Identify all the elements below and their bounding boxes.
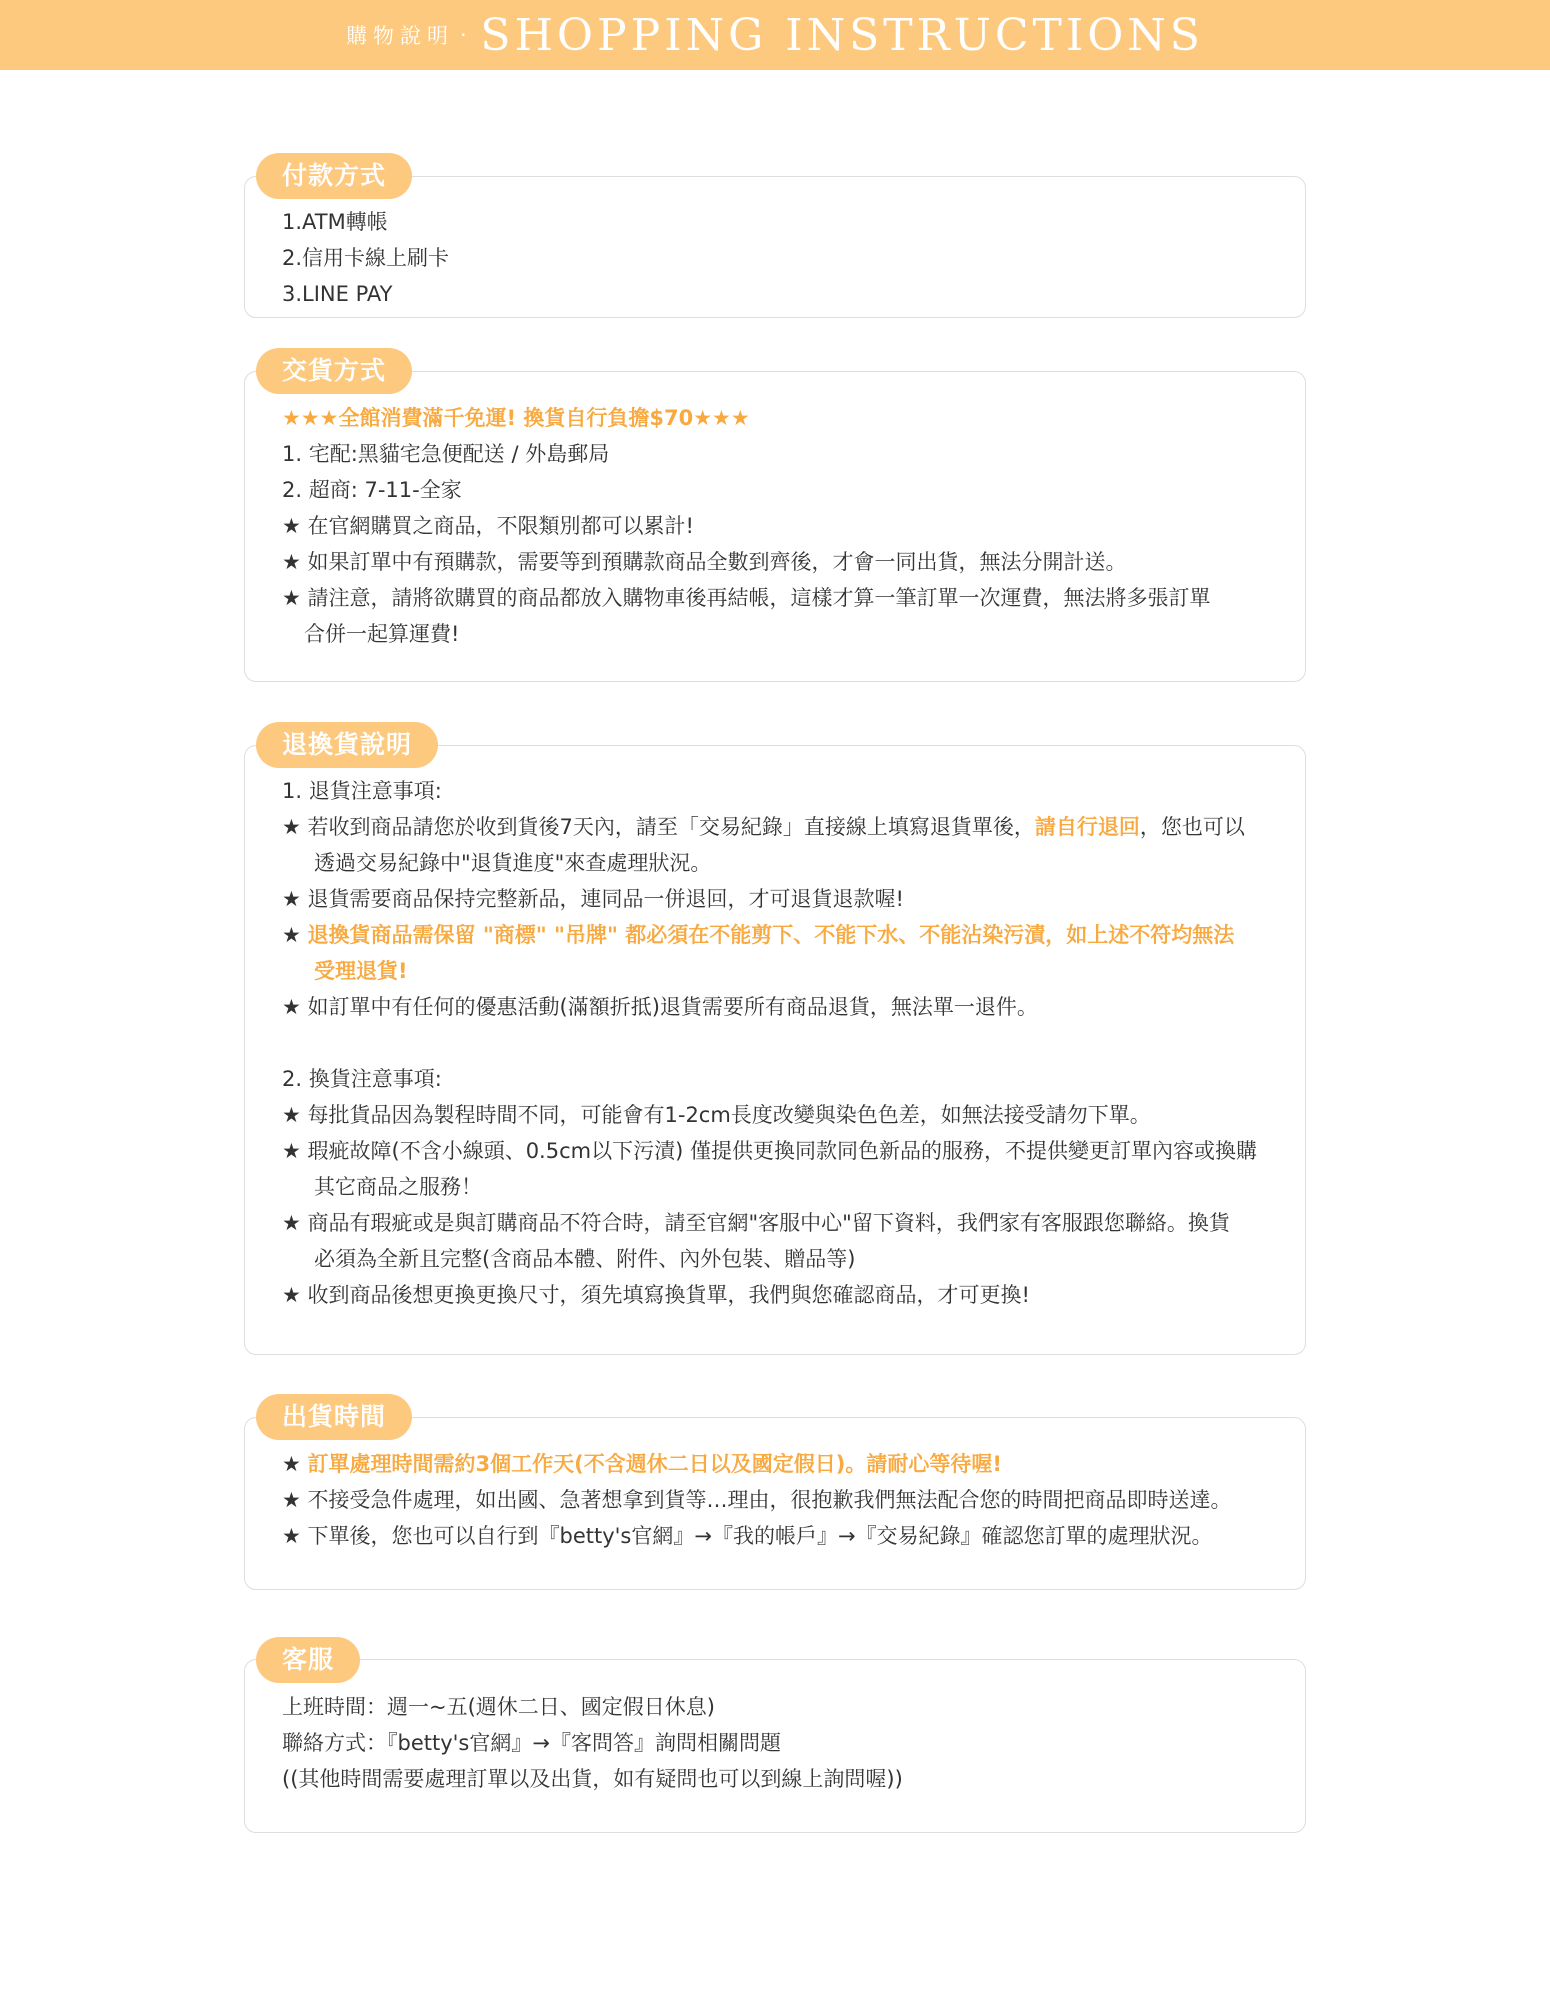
returns-content <box>282 773 1282 1313</box>
return-item-cont: 透過交易紀錄中"退貨進度"來查處理狀況。 <box>314 851 712 875</box>
shipping-item: ★ 不接受急件處理，如出國、急著想拿到貨等…理由，很抱歉我們無法配合您的時間把商品即時送達。 <box>282 1488 1232 1512</box>
exchange-item: ★ 收到商品後想更換更換尺寸，須先填寫換貨單，我們與您確認商品，才可更換! <box>282 1283 1030 1307</box>
delivery-line: 2. 超商: 7-11-全家 <box>282 478 462 502</box>
delivery-line: ★ 在官網購買之商品，不限類別都可以累計! <box>282 514 694 538</box>
exchange-item: ★ 每批貨品因為製程時間不同，可能會有1-2cm長度改變與染色色差，如無法接受請勿下單。 <box>282 1103 1151 1127</box>
spacer <box>282 1025 1282 1061</box>
return-item: ★ 若收到商品請您於收到貨後7天內，請至「交易紀錄」直接線上填寫退貨單後，請自行退回，您也可以 <box>282 815 1245 839</box>
delivery-line: ★ 請注意，請將欲購買的商品都放入購物車後再結帳，這樣才算一筆訂單一次運費，無法將多張訂單 <box>282 586 1211 610</box>
return-item: ★ 退換貨商品需保留 "商標" "吊牌" 都必須在不能剪下、不能下水、不能沾染污漬，如上述不符均無法 <box>282 923 1235 947</box>
payment-line: 2.信用卡線上刷卡 <box>282 246 450 270</box>
shipping-item: ★ 下單後，您也可以自行到『betty's官網』→『我的帳戶』→『交易紀錄』確認您訂單的處理狀況。 <box>282 1524 1213 1548</box>
return-item: ★ 如訂單中有任何的優惠活動(滿額折抵)退貨需要所有商品退貨，無法單一退件。 <box>282 995 1038 1019</box>
payment-content <box>282 204 1282 312</box>
header-separator: · <box>460 23 467 47</box>
delivery-line: 1. 宅配:黑貓宅急便配送 / 外島郵局 <box>282 442 610 466</box>
delivery-content <box>282 400 1282 652</box>
payment-line: 3.LINE PAY <box>282 282 393 306</box>
return-item: ★ 退貨需要商品保持完整新品，連同品一併退回，才可退貨退款喔! <box>282 887 904 911</box>
tag-warning: 退換貨商品需保留 "商標" "吊牌" 都必須在不能剪下、不能下水、不能沾染污漬，如上述不符均無法 <box>307 923 1235 947</box>
service-title: 客服 <box>256 1637 360 1683</box>
service-line: 上班時間：週一~五(週休二日、國定假日休息) <box>282 1695 715 1719</box>
exchange-item: ★ 商品有瑕疵或是與訂購商品不符合時，請至官網"客服中心"留下資料，我們家有客服跟您聯絡。換貨 <box>282 1211 1230 1235</box>
payment-section <box>244 153 1306 318</box>
returns-title: 退換貨說明 <box>256 722 438 768</box>
delivery-title: 交貨方式 <box>256 348 412 394</box>
header-title-en: SHOPPING INSTRUCTIONS <box>480 9 1204 61</box>
header-banner <box>0 0 1550 70</box>
shipping-item: ★ 訂單處理時間需約3個工作天(不含週休二日以及國定假日)。請耐心等待喔! <box>282 1452 1002 1476</box>
payment-title: 付款方式 <box>256 153 412 199</box>
payment-line: 1.ATM轉帳 <box>282 210 388 234</box>
free-shipping-notice: ★★★全館消費滿千免運! 換貨自行負擔$70★★★ <box>282 406 750 430</box>
exchange-item-cont: 必須為全新且完整(含商品本體、附件、內外包裝、贈品等) <box>314 1247 856 1271</box>
header-title-zh: 購物說明 <box>346 24 455 48</box>
shipping-title: 出貨時間 <box>256 1394 412 1440</box>
exchange-heading: 2. 換貨注意事項: <box>282 1067 442 1091</box>
service-content <box>282 1689 1282 1797</box>
delivery-section <box>244 348 1306 682</box>
delivery-line: ★ 如果訂單中有預購款，需要等到預購款商品全數到齊後，才會一同出貨，無法分開計送。 <box>282 550 1127 574</box>
delivery-line: 合併一起算運費! <box>304 622 460 646</box>
service-line: ((其他時間需要處理訂單以及出貨，如有疑問也可以到線上詢問喔)) <box>282 1767 903 1791</box>
service-section <box>244 1637 1306 1833</box>
returns-section <box>244 722 1306 1355</box>
self-return-highlight: 請自行退回 <box>1034 815 1140 839</box>
exchange-item: ★ 瑕疵故障(不含小線頭、0.5cm以下污漬) 僅提供更換同款同色新品的服務，不提供變更訂單內容或換購 <box>282 1139 1257 1163</box>
shipping-section <box>244 1394 1306 1590</box>
service-line: 聯絡方式：『betty's官網』→『客問答』詢問相關問題 <box>282 1731 781 1755</box>
return-heading: 1. 退貨注意事項: <box>282 779 442 803</box>
shipping-content <box>282 1446 1282 1554</box>
exchange-item-cont: 其它商品之服務！ <box>314 1175 482 1199</box>
tag-warning-cont: 受理退貨! <box>314 959 408 983</box>
processing-time-notice: 訂單處理時間需約3個工作天(不含週休二日以及國定假日)。請耐心等待喔! <box>307 1452 1002 1476</box>
